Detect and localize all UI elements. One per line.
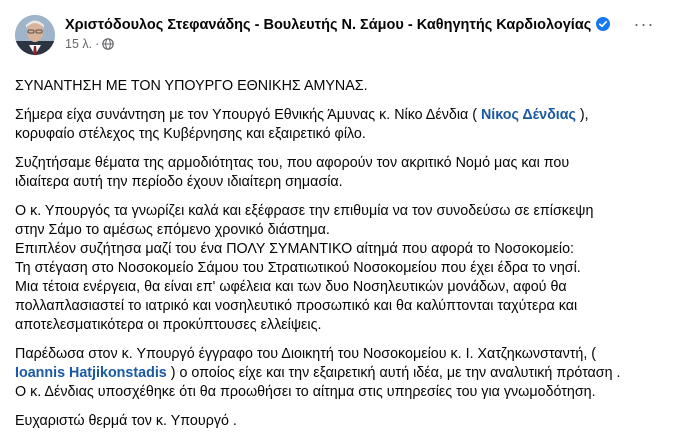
paragraph-4: Παρέδωσα στον κ. Υπουργό έγγραφο του Διοικητή του Νοσοκομείου κ. Ι. Χατζηκωνσταντή, ( Ioannis Hatjikonstadis ) ο οποίος είχε και την εξαιρετική αυτή ιδέα, με την αναλυτική πρόταση . Ο κ. Δένδιας υποσχέθηκε ότι θα προωθήσει το αίτημα στις υπηρεσίες του για γνωμοδότηση.	[15, 346, 621, 400]
mention-nikos-dendias[interactable]: Νίκος Δένδιας	[480, 107, 576, 123]
paragraph-3: Ο κ. Υπουργός τα γνωρίζει καλά και εξέφρασε την επιθυμία να τον συνοδεύσω σε επίσκεψη στην Σάμο το αμέσως επόμενο χρονικό διάστημα. Επιπλέον συζήτησα μαζί του ένα ΠΟΛΥ ΣΥΜΑΝΤΙΚΟ αίτημά που αφορά το Νοσοκομείο: Τη στέγαση στο Νοσοκομείο Σάμου του Στρατιωτικού Νοσοκομείου που έχει έδρα το νησί. Μια τέτοια ενέργεια, θα είναι επ' ωφέλεια και των δυο Νοσηλευτικών μονάδων, αφού θα πολλαπλασιαστεί το ιατρικό και νοσηλευτικό προσωπικό και θα καλύπτονται ταχύτερα και αποτελεσματικότερα οι προκύπτουσες ελλείψεις.	[15, 203, 594, 333]
paragraph-1: Σήμερα είχα συνάντηση με τον Υπουργό Εθνικής Άμυνας κ. Νίκο Δένδια ( Νίκος Δένδιας ), κορυφαίο στέλεχος της Κυβέρνησης και εξαιρετικό φίλο.	[15, 107, 589, 142]
paragraph-2: Συζητήσαμε θέματα της αρμοδιότητας του, που αφορούν τον ακριτικό Νομό μας και που ιδιαίτερα αυτή την περίοδο έχουν ιδιαίτερη σημασία.	[15, 155, 570, 190]
post-timestamp[interactable]: 15 λ.	[65, 37, 93, 51]
post-meta	[65, 37, 114, 51]
avatar-photo	[15, 15, 55, 55]
post-heading: ΣΥΝΑΝΤΗΣΗ ΜΕ ΤΟΝ ΥΠΟΥΡΓΟ ΕΘΝΙΚΗΣ ΑΜΥΝΑΣ.	[15, 78, 368, 94]
author-name[interactable]: Χριστόδουλος Στεφανάδης - Βουλευτής Ν. Σάμου - Καθηγητής Καρδιολογίας	[65, 17, 592, 33]
post-body	[15, 77, 670, 431]
author-avatar[interactable]	[15, 15, 55, 55]
paragraph-5: Ευχαριστώ θερμά τον κ. Υπουργό .	[15, 413, 237, 429]
verified-badge-icon	[596, 17, 610, 31]
author-name-row	[65, 17, 610, 33]
post-header	[15, 15, 665, 67]
globe-icon	[102, 38, 114, 50]
mention-ioannis-hatjikonstadis[interactable]: Ioannis Hatjikonstadis	[15, 365, 167, 381]
more-options-button[interactable]: ···	[633, 14, 655, 34]
meta-separator: ·	[95, 37, 100, 51]
